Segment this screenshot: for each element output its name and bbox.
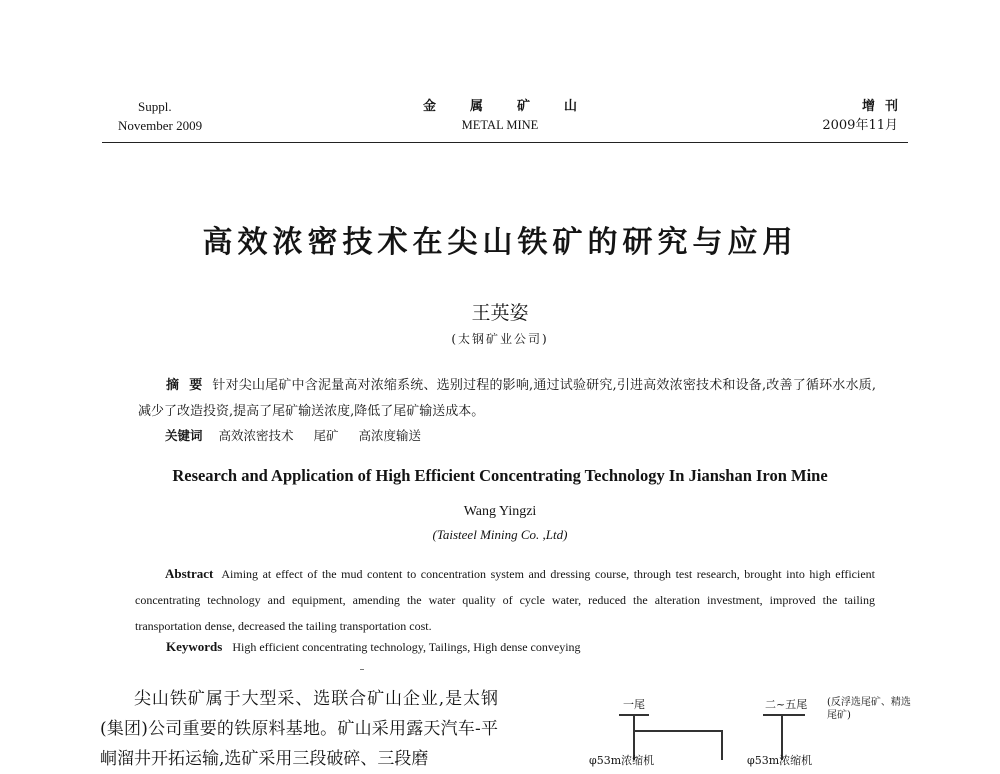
keywords-en bbox=[166, 637, 581, 657]
diagram-line bbox=[763, 714, 805, 716]
keyword-cn: 高效浓密技术 bbox=[218, 428, 294, 443]
affiliation-en: (Taisteel Mining Co. ,Ltd) bbox=[432, 527, 568, 542]
header-suppl: Suppl. bbox=[138, 99, 172, 114]
body-paragraph: 尖山铁矿属于大型采、选联合矿山企业,是太钢(集团)公司重要的铁原料基地。矿山采用露天汽车-平峒溜井开拓运输,选矿采用三段破碎、三段磨 bbox=[100, 689, 498, 769]
journal-name-en: METAL MINE bbox=[461, 118, 539, 132]
paper-title-cn: 高效浓密技术在尖山铁矿的研究与应用 bbox=[202, 225, 798, 260]
keywords-label-cn: 关键词 bbox=[165, 428, 203, 443]
abstract-text-cn: 针对尖山尾矿中含泥量高对浓缩系统、选别过程的影响,通过试验研究,引进高效浓密技术和设备,改善了循环水水质,减少了改造投资,提高了尾矿输送浓度,降低了尾矿输送成本。 bbox=[138, 378, 876, 419]
keywords-cn bbox=[165, 426, 421, 446]
keyword-cn: 高浓度输送 bbox=[358, 428, 422, 443]
diagram-line bbox=[633, 730, 723, 732]
flow-diagram bbox=[575, 690, 915, 767]
author-cn: 王英姿 bbox=[471, 302, 529, 324]
affiliation-cn: (太钢矿业公司) bbox=[451, 332, 549, 346]
diagram-label-thickener-1: φ53m浓缩机 bbox=[589, 754, 655, 767]
keywords-label-en: Keywords bbox=[166, 639, 223, 654]
diagram-label-thickener-2: φ53m浓缩机 bbox=[747, 754, 813, 767]
header-date-en: November 2009 bbox=[118, 118, 203, 133]
abstract-label-en: Abstract bbox=[165, 566, 214, 581]
keyword-cn: 尾矿 bbox=[313, 428, 339, 443]
diagram-line bbox=[721, 730, 723, 760]
paper-title-en: Research and Application of High Efficient Concentrating Technology In Jianshan Iron Mine bbox=[172, 466, 828, 485]
header-date-cn: 2009年11月 bbox=[822, 118, 898, 133]
header-right bbox=[822, 97, 908, 135]
abstract-cn bbox=[138, 373, 876, 425]
diagram-label-tailing-2-5: 二~五尾 bbox=[765, 698, 808, 711]
abstract-en bbox=[135, 561, 875, 639]
abstract-text-en: Aiming at effect of the mud content to concentration system and dressing course, through test research, brought into high efficient concentrating technology and equipment, amending the water quality of cycle water, reduced the alteration investment, improved the tailing transportation dense, decreased the tailing transportation cost. bbox=[135, 567, 875, 633]
header-supplement-cn: 增刊 bbox=[861, 99, 908, 114]
diagram-label-tailing-1: 一尾 bbox=[623, 698, 645, 711]
author-en: Wang Yingzi bbox=[463, 504, 537, 519]
journal-name-cn: 金属矿山 bbox=[422, 99, 611, 114]
diagram-label-note: (反浮选尾矿、精选尾矿) bbox=[827, 697, 911, 721]
header-rule bbox=[102, 142, 908, 143]
abstract-label-cn: 摘要 bbox=[166, 378, 213, 393]
separator-mark bbox=[360, 669, 364, 670]
keywords-text-en: High efficient concentrating technology, Tailings, High dense conveying bbox=[232, 640, 581, 654]
